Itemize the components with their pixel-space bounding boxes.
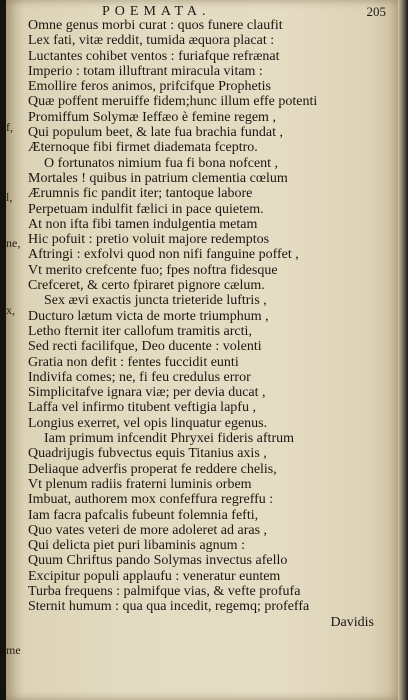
- verse-line: Excipitur populi applaufu : veneratur euntem: [28, 568, 281, 584]
- margin-notes: [6, 0, 20, 700]
- verse-line: Gratia non defit : fentes fuccidit eunti: [28, 354, 239, 370]
- verse-line: Vt merito crefcente fuo; fpes noftra fidesque: [28, 262, 278, 278]
- verse-line: Quo vates veteri de more adoleret ad aras ,: [28, 522, 268, 538]
- verse-line: At non ifta fibi tamen indulgentia metam: [28, 216, 258, 232]
- verse-line: Omne genus morbi curat : quos funere claufit: [28, 18, 283, 33]
- margin-note: f,: [6, 120, 13, 134]
- verse-line: Perpetuam indulfit fælici in pace quietem.: [28, 201, 264, 217]
- margin-note: x,: [6, 303, 15, 317]
- catchword: Davidis: [330, 614, 374, 630]
- verse-line: Emollire feros animos, prifcifque Prophetis: [28, 79, 271, 95]
- verse-line: Crefceret, & certo fpiraret pignore cælum.: [28, 278, 265, 294]
- page-edge-shadow: [398, 0, 408, 700]
- verse-line: O fortunatos nimium fua fi bona nofcent ,: [44, 155, 279, 171]
- verse-line: Ærumnis fic pandit iter; tantoque labore: [28, 186, 253, 202]
- verse-line: Lex fati, vitæ reddit, tumida æquora placat :: [28, 33, 275, 49]
- verse-line: Luctantes cohibet ventos : furiafque refrænat: [28, 48, 280, 64]
- margin-note: ne,: [6, 236, 21, 250]
- verse-line: Quum Chriftus pando Solymas invectus afello: [28, 553, 288, 569]
- verse-line: Sternit humum : qua qua incedit, regemq; profeffa: [28, 599, 310, 615]
- verse-line: Imbuat, authorem mox confeffura regreffu :: [28, 492, 274, 508]
- running-title: POEMATA.: [102, 4, 211, 19]
- verse-line: Ducturo lætum victa de morte triumphum ,: [28, 308, 269, 324]
- verse-line: Aftringi : exfolvi quod non nifi fanguine poffet ,: [28, 247, 299, 263]
- verse-line: Imperio : totam illuftrant miracula vitam :: [28, 63, 263, 79]
- verse-line: Sex ævi exactis juncta trieteride luftris ,: [44, 293, 267, 309]
- margin-note: me: [6, 643, 21, 657]
- poem-text: [28, 18, 390, 630]
- verse-line: Laffa vel infirmo titubent veftigia lapfu ,: [28, 400, 256, 416]
- verse-line: Promiffum Solymæ Ieffæo è femine regem ,: [28, 109, 276, 125]
- book-page: [6, 0, 398, 700]
- verse-line: Hic pofuit : pretio voluit majore redemptos: [28, 232, 270, 248]
- verse-line: Sed recti facilifque, Deo ducente : volenti: [28, 339, 262, 355]
- verse-line: Letho fternit iter callofum tramitis arcti,: [28, 323, 252, 339]
- verse-line: Qui populum beet, & late fua brachia fundat ,: [28, 125, 284, 141]
- verse-line: Indivifa comes; ne, fi feu credulus error: [28, 369, 251, 385]
- verse-line: Iam facra pafcalis fubeunt folemnia fefti,: [28, 507, 259, 523]
- verse-line: Quæ poffent meruiffe fidem;hunc illum effe potenti: [28, 94, 318, 110]
- page-number: 205: [366, 4, 386, 19]
- verse-line: Iam primum infcendit Phryxei fideris aftrum: [44, 431, 294, 447]
- verse-line: Qui delicta piet puri libaminis agnum :: [28, 538, 245, 554]
- verse-line: Turba frequens : palmifque vias, & vefte profufa: [28, 583, 301, 599]
- verse-line: Mortales ! quibus in patrium clementia cœlum: [28, 170, 288, 186]
- verse-line: Vt plenum radiis fraterni luminis orbem: [28, 476, 252, 492]
- verse-line: Simplicitafve ignara viæ; per devia ducat ,: [28, 385, 266, 401]
- verse-line: Æternoque fibi firmet diademata fceptro.: [28, 140, 258, 156]
- verse-line: Quadrijugis fubvectus equis Titanius axis ,: [28, 446, 267, 462]
- verse-line: Longius exerret, vel opis linquatur egenus.: [28, 415, 268, 431]
- margin-note: l,: [6, 190, 13, 204]
- verse-line: Deliaque adverfis properat fe reddere chelis,: [28, 461, 277, 477]
